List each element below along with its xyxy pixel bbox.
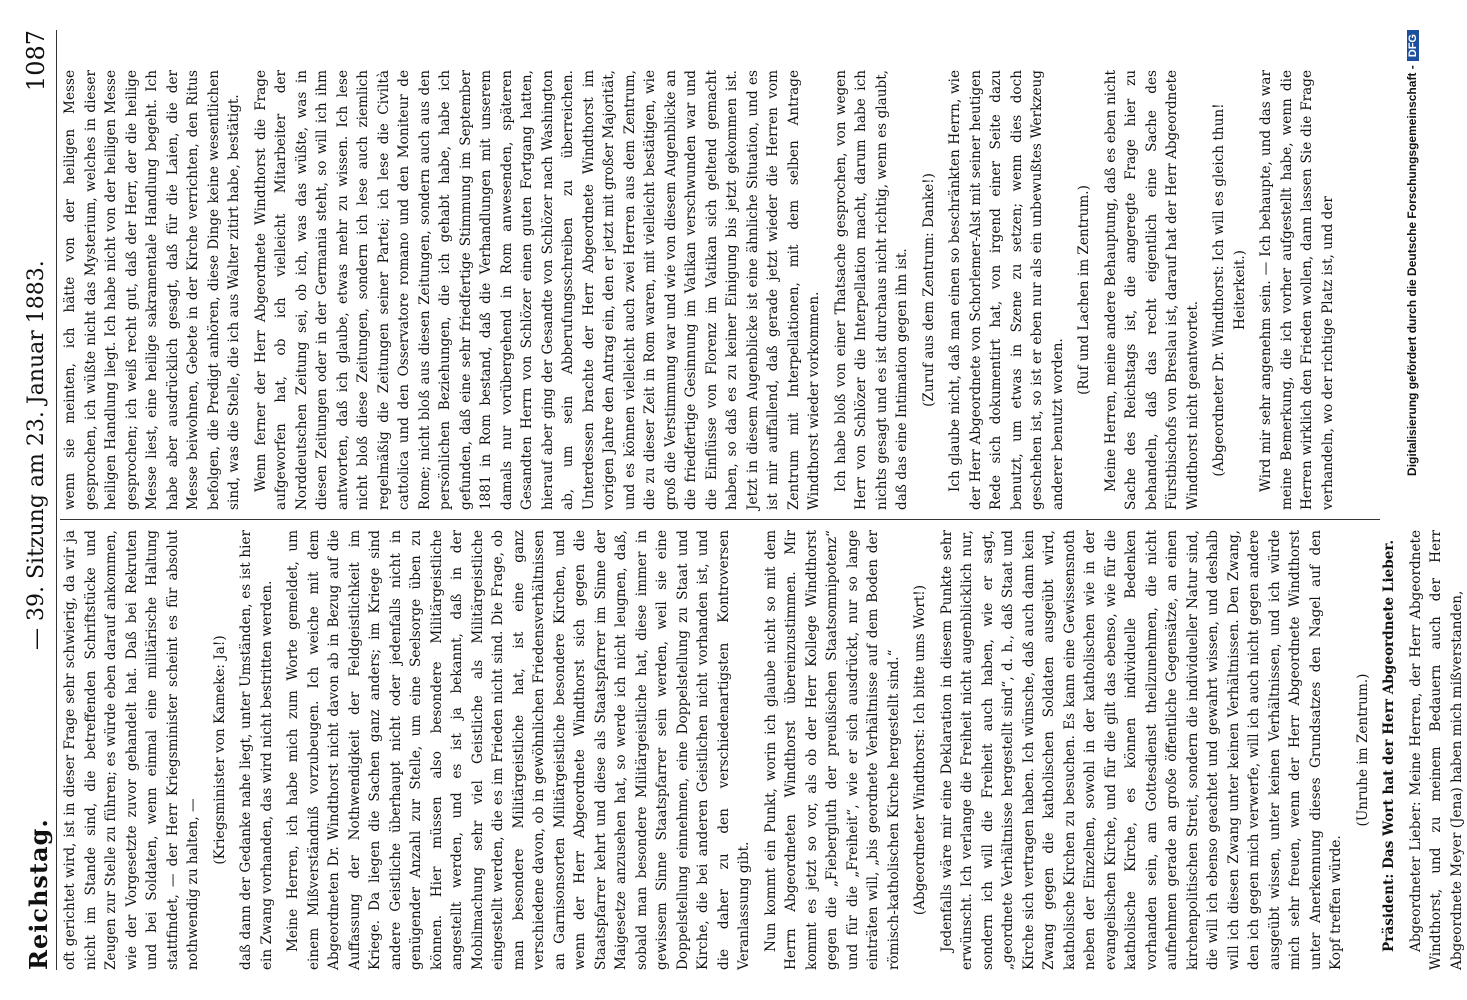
header-rule — [56, 30, 57, 970]
text-column-left — [60, 530, 1465, 970]
paragraph: Jedenfalls wäre mir eine Deklaration in diesem Punkte sehr erwünscht. Ich verlange die Freiheit nicht augenblicklich nur, sondern ich will die Freiheit auch haben, wie er sagt, „geordnete Verhältnisse hergestellt sind“, d. h., daß Staat und Kirche sich vertragen haben. Ich wünsche, daß auch dann kein Zwang gegen die katholischen Soldaten ausgeübt wird, katholische Kirchen zu besuchen. Es kann eine Gewissensnoth neben der Einzelnen, sowohl in der katholischen wie in der evangelischen Kirche, und für die gilt das ebenso, wie für die katholische Kirche, es können individuelle Bedenken vorhanden sein, am Gottesdienst theilzunehmen, die nicht aufnehmen gerade an große öffentliche Gegensätze, an einen kirchenpolitischen Streit, sondern die individueller Natur sind, die will ich ebenso geachtet und gewahrt wissen, und deshalb will ich diesen Zwang unter keinen Verhältnissen. Den Zwang, den ich gegen mich verwerfe, will ich auch nicht gegen andere ausgeübt wissen, unter keinen Verhältnissen, und ich würde mich sehr freuen, wenn der Herr Abgeordnete Windthorst unter Anerkennung dieses Grundsatzes den Nagel auf den Kopf treffen würde. — [938, 530, 1344, 970]
header-session: — 39. Sitzung am 23. Januar 1883. — [24, 260, 49, 650]
interjection: (Kriegsminister von Kameke: Ja!) — [211, 635, 228, 865]
funding-note: Digitalisierung gefördert durch die Deutsche Forschungsgemeinschaft - — [1405, 65, 1419, 476]
page-header — [16, 30, 56, 970]
interjection: (Zuruf aus dem Zentrum: Danke!) — [920, 173, 937, 407]
text-column-right — [60, 70, 1390, 510]
paragraph: Wenn ferner der Herr Abgeordnete Windthorst die Frage aufgeworfen hat, ob ich vielleicht Mitarbeiter der Norddeutschen Zeitung sei, ob ich, was das wüßte, was in diesen Zeitungen oder in der Germania steht, so will ich ihm antworten, daß ich glaube, etwas mehr zu wissen. Ich lese nicht bloß diese Zeitungen, sondern ich lese auch ziemlich regelmäßig die Zeitungen seiner Partei; ich lese die Civiltà cattolica und den Osservatore romano und den Moniteur de Rome; nicht bloß aus diesen Zeitungen, sondern auch aus den persönlichen Beziehungen, die ich gehabt habe, habe ich gefunden, daß eine sehr friedfertige Stimmung im September 1881 in Rom bestand, daß die Verhandlungen mit unserem damals nur vorübergehend in Rom anwesenden, späteren Gesandten Herrn von Schlözer einen guten Fortgang hatten, hierauf aber ging der Gesandte von Schlözer nach Washington ab, um sein Abberufungsschreiben zu überreichen. Unterdessen brachte der Herr Abgeordnete Windthorst im vorigen Jahre den Antrag ein, den er jetzt mit großer Majorität, und es können vielleicht auch zwei Herren aus dem Zentrum, die zu dieser Zeit in Rom waren, mit vielleicht bestätigen, wie groß die Verstimmung war und wie von diesem Augenblicke an die friedfertige Gesinnung im Vatikan verschwunden war und die Einflüsse von Florenz im Vatikan sich geltend gemacht haben, so daß es zu keiner Einigung bis jetzt gekommen ist. Jetzt in diesem Augenblicke ist eine ähnliche Situation, und es ist mir auffallend, daß gerade jetzt wieder die Herren vom Zentrum mit Interpellationen, mit dem selben Antrage Windthorst wieder vorkommen. — [252, 70, 822, 510]
paragraph: Ich habe bloß von einer Thatsache gesprochen, von wegen Herr von Schlözer die Interpellation macht, darum habe ich nichts gesagt und es ist durchaus nicht richtig, wenn es glaubt, daß das eine Intimation gegen ihn ist. — [832, 70, 910, 510]
interjection: (Ruf und Lachen im Zentrum.) — [1076, 185, 1092, 395]
digitization-note — [1405, 30, 1425, 970]
paragraph: Wird mir sehr angenehm sein. — Ich behaupte, und das war meine Bemerkung, die ich vorher aufgestellt habe, wenn die Herren wirklich den Frieden wollen, dann lassen Sie die Frage verhandeln, wo der richtige Platz ist, und der — [1258, 70, 1336, 510]
dfg-logo: DFG — [1407, 30, 1419, 61]
page-number: 1087 — [22, 30, 50, 92]
header-title: Reichstag. — [24, 818, 53, 970]
paragraph: daß dann der Gedanke nahe liegt, unter Umständen, es ist hier ein Zwang vorhanden, das wird nicht bestritten werden. — [238, 530, 275, 970]
paragraph: oft gerichtet wird, ist in dieser Frage sehr schwierig, da wir ja nicht im Stande sind, die betreffenden Schriftstücke und Zeugen zur Stelle zu führen; es würde eben darauf ankommen, wie der Vorgesetzte zuvor gehandelt hat. Daß bei Rekruten und bei Soldaten, wenn einmal eine militärische Haltung stattfindet, — der Herr Kriegsminister scheint es für absolut nothwendig zu halten, — — [62, 530, 201, 970]
paragraph: wenn sie meinten, ich hätte von der heiligen Messe gesprochen, ich wüßte nicht das Mysterium, welches in dieser heiligen Handlung liegt. Ich habe nicht von der heiligen Messe gesprochen; ich weiß recht gut, daß der Herr, der die heilige Messe liest, eine heilige sakramentale Handlung begeht. Ich habe aber ausdrücklich gesagt, daß für die Laien, die der Messe beiwohnen, Gebete in der Kirche verrichten, den Ritus befolgen, die Predigt anhören, diese Dinge keine wesentlichen sind, was die Stelle, die ich aus Walter zitirt habe, bestätigt. — [62, 70, 242, 510]
interjection: (Unruhe im Zentrum.) — [1354, 673, 1371, 827]
paragraph: Meine Herren, ich habe mich zum Worte gemeldet, um einem Mißverständniß vorzubeugen. Ich weiche mit dem Abgeordneten Dr. Windthorst nicht davon ab in Bezug auf die Auffassung der Nothwendigkeit der Feldgeistlichkeit im Kriege. Da liegen die Sachen ganz anders; im Kriege sind andere Geistliche überhaupt nicht oder jedenfalls nicht in genügender Anzahl zur Stelle, um eine Seelsorge üben zu können. Hier müssen also besondere Militärgeistliche angestellt werden, und es ist ja bekannt, daß in der Mobilmachung sehr viel Geistliche als Militärgeistliche eingestellt werden, die es im Frieden nicht sind. Die Frage, ob man besondere Militärgeistliche hat, ist eine ganz verschiedene davon, ob in gewöhnlichen Friedensverhältnissen an Garnisonsorten Militärgeistliche besondere Kirchen, und wenn der Herr Abgeordnete Windthorst sich gegen die Staatspfarrer kehrt und diese als Staatspfarrer im Sinne der Maigesetze anzusehen hat, so werde ich nicht leugnen, daß, sobald man besondere Militärgeistliche hat, diese immer in gewissem Sinne Staatspfarrer sein werden, weil sie eine Doppelstellung einnehmen, eine Doppelstellung zu Staat und Kirche, die bei anderen Geistlichen nicht vorhanden ist, und die daher zu den verschiedenartigsten Kontroversen Veranlassung gibt. — [285, 530, 752, 970]
paragraph: Abgeordneter Lieber: Meine Herren, der Herr Abgeordnete Windthorst, und zu meinem Bedauern auch der Herr Abgeordnete Meyer (Jena) haben mich mißverstanden, — [1407, 530, 1465, 970]
interjection: (Abgeordneter Windthorst: Ich bitte ums Wort!) — [912, 584, 928, 916]
paragraph: Ich glaube nicht, daß man einen so beschränkten Herrn, wie der Herr Abgeordnete von Schorlemer-Alst mit seiner heutigen Rede sich dokumentirt hat, von irgend einer Seite dazu benutzt, um etwas in Szene zu setzen; wenn dies doch geschehen ist, so ist er eben nur als ein unbewußtes Werkzeug anderer benutzt worden. — [947, 70, 1066, 510]
president-line: Präsident: Das Wort hat der Herr Abgeordnete Lieber. — [1381, 539, 1397, 952]
paragraph: Nun kommt ein Punkt, worin ich glaube nicht so mit dem Herrn Abgeordneten Windthorst übereinzustimmen. Mir kommt es jetzt so vor, als ob der Herr Kollege Windthorst gegen die „Fiebergluth der preußischen Staatsomnipotenz“ und für die „Freiheit“, wie er sich ausdrückt, nur so lange einträten will, „bis geordnete Verhältnisse auf dem Boden der römisch-katholischen Kirche hergestellt sind.“ — [762, 530, 902, 970]
interjection: (Abgeordneter Dr. Windthorst: Ich will es gleich thun! Heiterkeit.) — [1211, 103, 1248, 477]
paragraph: Meine Herren, meine andere Behauptung, daß es eben nicht Sache des Reichstags ist, die angeregte Frage hier zu behandeln, daß das recht eigentlich eine Sache des Fürstbischofs von Breslau ist, darauf hat der Herr Abgeordnete Windthorst nicht geantwortet. — [1102, 70, 1201, 510]
column-divider — [60, 519, 1380, 520]
